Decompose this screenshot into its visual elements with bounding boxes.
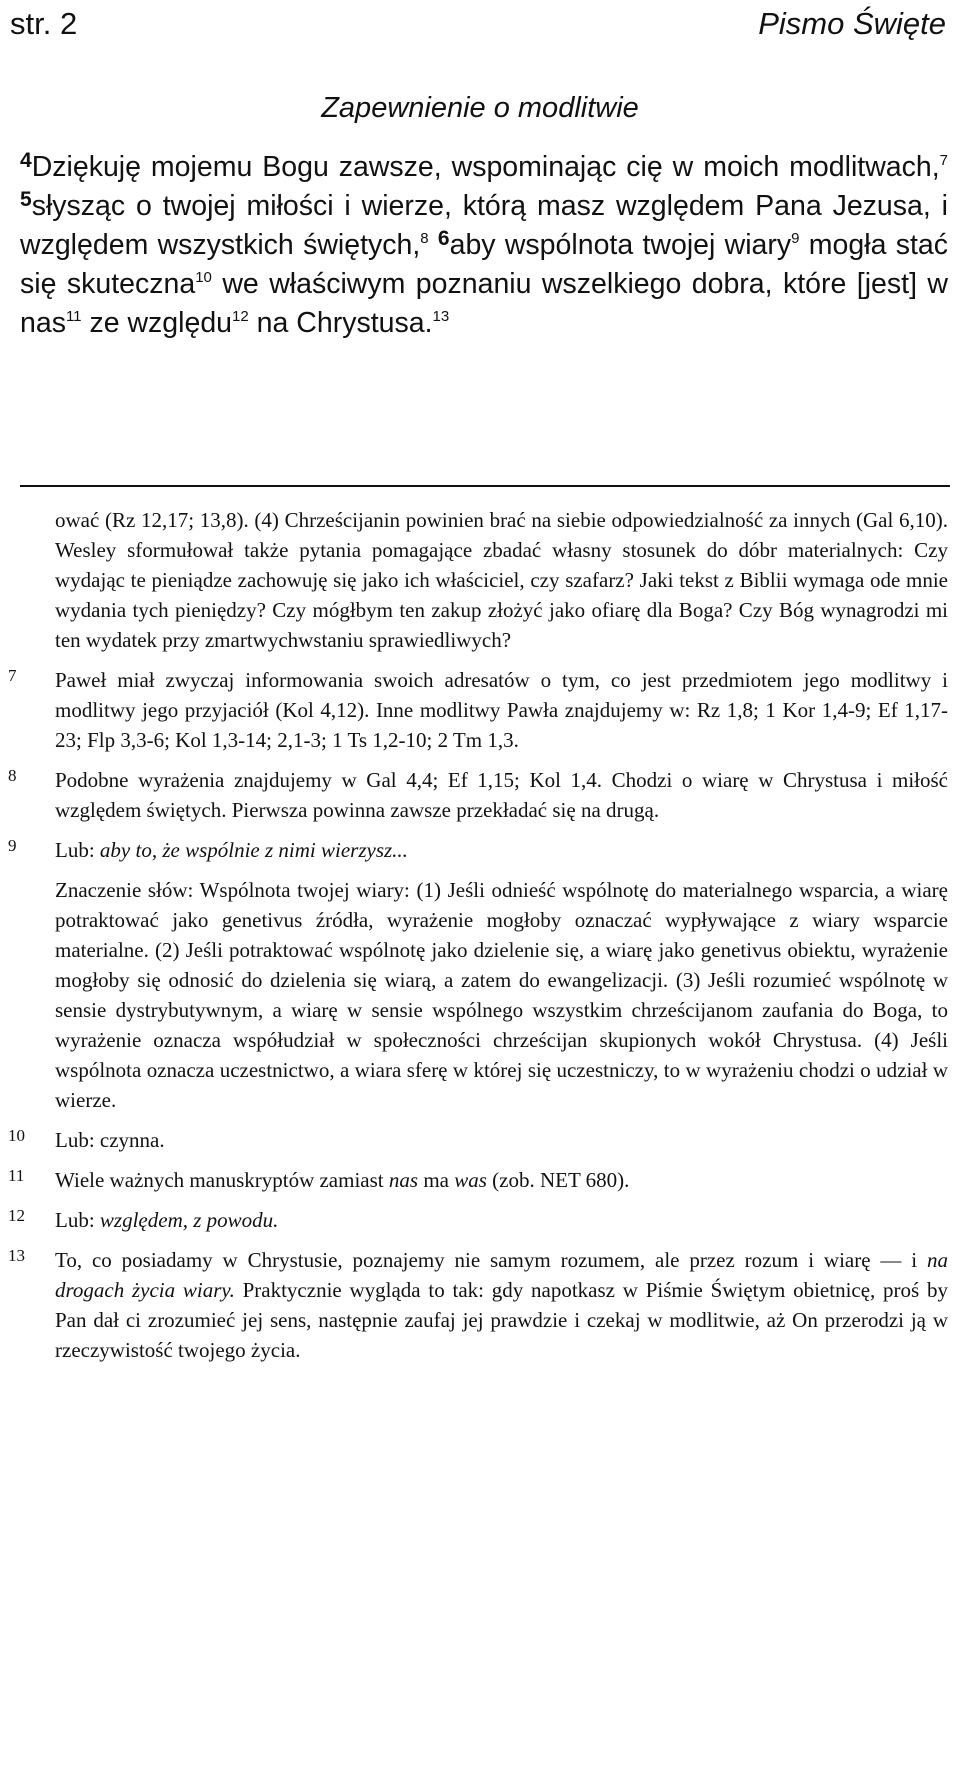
footnote-8 [0, 765, 960, 825]
footnote-lead: Lub: [55, 838, 100, 862]
footnote-ref[interactable]: 11 [65, 308, 82, 325]
footnote-9-continued [0, 875, 960, 1115]
book-title: Pismo Święte [758, 6, 946, 41]
footnote-number: 12 [8, 1206, 25, 1225]
verse-number: 5 [20, 188, 32, 211]
footnote-text: Znaczenie słów: Wspólnota twojej wiary: (1) Jeśli odnieść wspólnotę do materialnego wsparcia, a wiarę potraktować jako genetivus źródła, wyrażenie mogłoby oznaczać wypływające z wiary wsparcie materialne. (2) Jeśli potraktować wspólnotę jako dzielenie się, a wiarę jako genetivus obiektu, wyrażenie mogłoby się odnosić do dzielenia się wiarą, a zatem do ewangelizacji. (3) Jeśli rozumieć wspólnotę w sensie dystrybutywnym, a wiarę w sensie wspólnego wszystkim chrześcijanom zaufania do Boga, to wyrażenie oznacza współudział w społeczności chrześcijan skupionych wokół Chrystusa. (4) Jeśli wspólnota oznacza uczestnictwo, a wiara sferę w której się uczestniczy, to w wyrażeniu chodzi o udział w wierze. [55, 878, 948, 1112]
verse-text: na Chrystusa. [248, 307, 433, 339]
footnote-italic: aby to, że wspólnie z nimi wierzysz... [99, 838, 408, 862]
footnote-number: 9 [8, 836, 17, 855]
footnote-10 [0, 1125, 960, 1155]
footnote-segment: Praktycznie wygląda to tak: gdy napotkasz w Piśmie Świętym obietnicę, proś by Pan dał ci zrozumieć jej sens, następnie zaufaj jej prawdzie i czekaj w modlitwie, aż On przerodzi ją w rzeczywistość twojego życia. [55, 1278, 948, 1362]
scripture-passage [20, 148, 948, 343]
footnote-italic: względem, z powodu. [99, 1208, 279, 1232]
verse-text: mogła stać się skuteczna [20, 229, 948, 300]
footnote-text [55, 835, 948, 865]
verse-text: Dziękuję mojemu Bogu zawsze, wspominając cię w moich modlitwach, [31, 151, 940, 183]
footnote-text [55, 1165, 948, 1195]
verse-text: we właściwym poznaniu wszelkiego dobra, które [jest] w nas [20, 268, 949, 339]
verse-text: ze względu [81, 307, 233, 339]
footnote-12 [0, 1205, 960, 1235]
footnote-ref[interactable]: 10 [195, 269, 212, 286]
footnote-text: Podobne wyrażenia znajdujemy w Gal 4,4; Ef 1,15; Kol 1,4. Chodzi o wiarę w Chrystusa i miłość względem świętych. Pierwsza powinna zawsze przekładać się na drugą. [55, 768, 948, 822]
footnote-text: Lub: czynna. [55, 1128, 165, 1152]
footnote-lead: Lub: [55, 1208, 100, 1232]
section-title: Zapewnienie o modlitwie [321, 92, 639, 124]
footnote-divider [20, 485, 950, 487]
footnote-11 [0, 1165, 960, 1195]
footnote-segment: Wiele ważnych manuskryptów zamiast [55, 1168, 389, 1192]
footnote-ref[interactable]: 13 [432, 308, 450, 325]
footnote-9 [0, 835, 960, 865]
verse-text: słysząc o twojej miłości i wierze, którą masz względem Pana Jezusa, i względem wszystkich świętych, [20, 190, 948, 261]
footnote-7 [0, 665, 960, 755]
footnote-number: 13 [8, 1246, 25, 1265]
footnote-segment: (zob. NET 680). [486, 1168, 630, 1192]
footnote-ref[interactable]: 9 [791, 230, 800, 247]
footnote-segment: To, co posiadamy w Chrystusie, poznajemy nie samym rozumem, ale przez rozum i wiarę — i [55, 1248, 927, 1272]
footnotes [0, 505, 960, 1375]
footnote-ref[interactable]: 7 [939, 152, 948, 169]
footnote-italic: nas [388, 1168, 419, 1192]
verse-number: 6 [437, 227, 450, 250]
footnote-number: 7 [8, 666, 17, 685]
footnote-ref[interactable]: 8 [420, 230, 429, 247]
page-number: str. 2 [10, 6, 78, 41]
footnote-text [55, 1245, 948, 1365]
footnote-number: 10 [8, 1126, 25, 1145]
footnote-text [55, 1205, 948, 1235]
verse-text: aby wspólnota twojej wiary [449, 229, 792, 261]
footnote-text: Paweł miał zwyczaj informowania swoich adresatów o tym, co jest przedmiotem jego modlitwy i modlitwy jego przyjaciół (Kol 4,12). Inne modlitwy Pawła znajdujemy w: Rz 1,8; 1 Kor 1,4-9; Ef 1,17-23; Flp 3,3-6; Kol 1,3-14; 2,1-3; 1 Ts 1,2-10; 2 Tm 1,3. [55, 668, 948, 752]
footnote-segment: ma [418, 1168, 455, 1192]
footnote-italic: was [454, 1168, 487, 1192]
footnote-italic: na drogach życia wiary. [55, 1248, 948, 1302]
footnote-continued [0, 505, 960, 655]
footnote-text: ować (Rz 12,17; 13,8). (4) Chrześcijanin powinien brać na siebie odpowiedzialność za innych (Gal 6,10). Wesley sformułował także pytania pomagające zbadać własny stosunek do dóbr materialnych: Czy wydając te pieniądze zachowuję się jako ich właściciel, czy szafarz? Jaki tekst z Biblii wymaga ode mnie wydania tych pieniędzy? Czy mógłbym ten zakup złożyć jako ofiarę dla Boga? Czy Bóg wynagrodzi mi ten wydatek przy zmartwychwstaniu sprawiedliwych? [55, 508, 948, 652]
verse-number: 4 [20, 149, 32, 172]
footnote-13 [0, 1245, 960, 1365]
page-header [0, 0, 960, 44]
footnote-ref[interactable]: 12 [232, 308, 249, 325]
footnote-number: 8 [8, 766, 17, 785]
footnote-number: 11 [8, 1166, 25, 1185]
